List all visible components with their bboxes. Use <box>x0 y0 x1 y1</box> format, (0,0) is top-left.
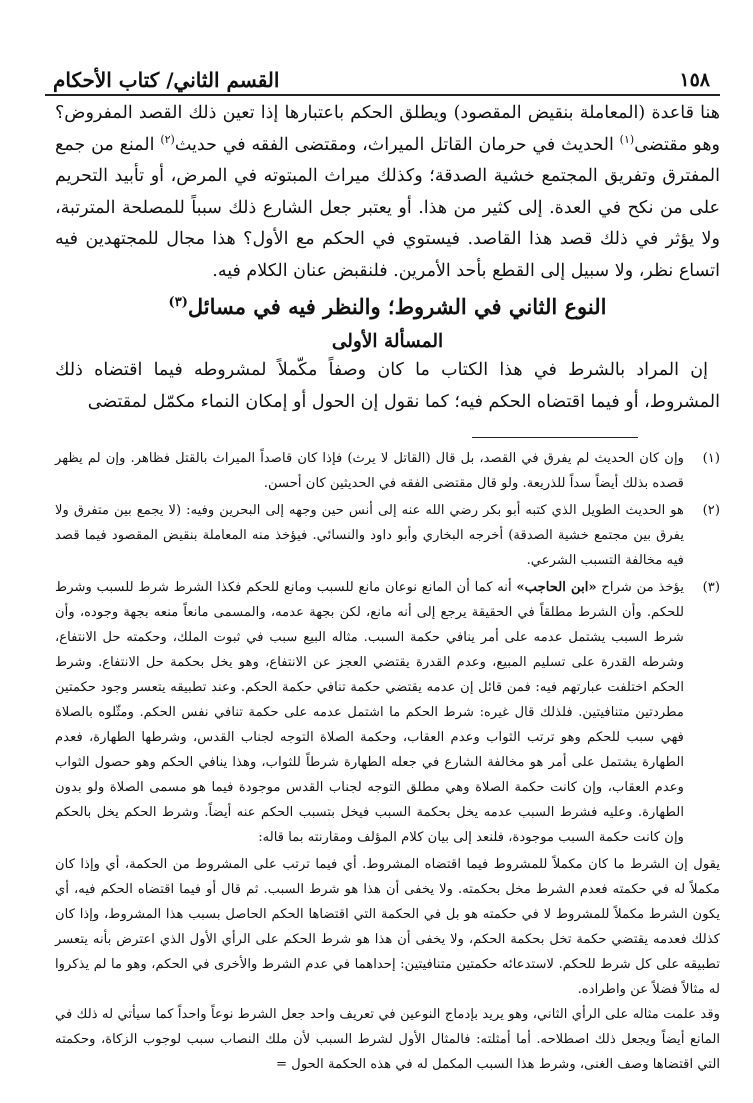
opening-paragraph <box>55 98 720 287</box>
footnotes-section <box>55 446 720 1077</box>
chapter-heading <box>55 292 720 322</box>
page-number: ١٥٨ <box>679 69 710 91</box>
cited-author: «ابن الحاجب» <box>516 580 597 595</box>
issue-text <box>55 355 720 418</box>
footnote-separator <box>472 437 638 438</box>
running-section-title: القسم الثاني/ كتاب الأحكام <box>53 68 280 92</box>
footnote-text <box>55 575 684 850</box>
footnote-3-continuation-1: يقول إن الشرط ما كان مكملاً للمشروط فيما اقتضاه المشروط. أي فيما ترتب على المشروط من الحكمة، أي وإذا كان مكملاً له في حكمته فعدم الشرط مخل بحكمته. ولا يخفى أن هذا هو شرط السبب. ثم قال أو فيما اقتضاه الحكم فيه، أي يكون الشرط مكملاً للمشروط لا في حكمته هو بل في الحكمة التي اقتضاها الحكم الحاصل بسبب هذا المشروط، وإذا كان كذلك فعدمه يقتضي حكمة تخل بحكمة الحكم، ولا يخفى أن هذا هو شرط الحكم على الرأي الأول الذي اعترض بأنه يتعسر تطبيقه على كل شرط للحكم. لاستدعائه حكمتين متنافيتين: إحداهما في عدم الشرط والأخرى في الحكم، وهو ما لم يذكروا له مثالاً فضلاً عن واطراده. <box>55 857 720 997</box>
header-rule <box>45 94 720 96</box>
footnote-1 <box>55 446 720 496</box>
paragraph-text: المنع من جمع المفترق وتفريق المجتمع خشية الصدقة؛ وكذلك ميراث المبتوته في المرض، أو تأبيد التحريم على من نكح في العدة. إلى كثير من هذا. أو يعتبر جعل الشارع ذلك سبباً للمصلحة المترتبة، ولا يؤثر في ذلك قصد هذا القاصد. فيستوي في الحكم مع الأول؟ هذا مجال للمجتهدين فيه اتساع نظر، ولا سبيل إلى القطع بأحد الأمرين. فلنقبض عنان الكلام فيه. <box>55 134 720 281</box>
footnote-text-part: يؤخذ من شراح <box>596 580 684 595</box>
footnote-3-continuation-2: وقد علمت مثاله على الرأي الثاني، وهو يريد بإدماج النوعين في تعريف واحد جعل الشرط نوعاً واحداً كما سيأتي له ذلك في المانع أيضاً ويجعل ذلك اصطلاحه. أما أمثلته: فالمثال الأول لشرط السبب لأن ملك النصاب سبب لوجوب الزكاة، وحكمته التي اقتضاها وصف الغنى، وشرط هذا السبب المكمل له في هذه الحكمة الحول = <box>55 1007 720 1072</box>
paragraph-text: الحديث في حرمان القاتل الميراث، ومقتضى الفقه في حديث <box>174 134 620 155</box>
paragraph-text: هنا قاعدة (المعاملة بنقيض المقصود) ويطلق الحكم باعتبارها إذا تعين ذلك القصد المفروض؟ وهو مقتضى <box>55 103 720 155</box>
footnote-text-part: أنه كما أن المانع نوعان مانع للسبب ومانع للحكم فكذا الشرط شرط للسبب وشرط للحكم. وأن الشرط مطلقاً في الحقيقة يرجع إلى أنه مانع، لكن بجهة عدمه، والمسمى مانعاً منعه بجهة وجوده، وأن شرط السبب يشتمل عدمه على أمر ينافي حكمة السبب. مثاله البيع سبب في ثبوت الملك، وحكمته حل الانتفاع، وشرطه القدرة على تسليم المبيع، وعدم القدرة يقتضي العجز عن الانتفاع، وهو يخل بحكمة حل الانتفاع. وشرط الحكم اختلفت عبارتهم فيه: فمن قائل إن عدمه يقتضي حكمة تنافي حكمة الحكم. وعند تطبيقه يتعسر وجود حكمتين مطردتين متنافيتين. فلذلك قال غيره: شرط الحكم ما اشتمل عدمه على حكمة تنافي نفس الحكم. ومثّلوه بالصلاة فهي سبب للحكم وهو ترتب الثواب وعدم العقاب، وحكمة الصلاة التوجه لجناب القدس، وشرطها الطهارة، فعدم الطهارة يشتمل على أمر هو مخالفة الشارع في جعله الطهارة شرطاً للثواب، وهذا ينافي الحكم وهو حصول الثواب وعدم العقاب، وإن كانت حكمة الصلاة وهي مطلق التوجه لجناب القدس موجودة فيما هو مسمى الصلاة ولو بدون الطهارة. وعليه فشرط السبب عدمه يخل بحكمة السبب فيخل بتسبب الحكم عنه أيضاً. وشرط الحكم يخل بالحكم وإن كانت حكمة السبب موجودة، فلنعد إلى بيان كلام المؤلف ومقارنته بما قاله: <box>55 580 684 845</box>
main-text <box>55 98 720 287</box>
issue-paragraph: إن المراد بالشرط في هذا الكتاب ما كان وصفاً مكّملاً لمشروطه فيما اقتضاه ذلك المشروط، أو فيما اقتضاه الحكم فيه؛ كما نقول إن الحول أو إمكان النماء مكمّل لمقتضى <box>55 360 720 412</box>
footnote-reference-3[interactable]: (٣) <box>168 295 188 310</box>
footnote-3 <box>55 575 720 850</box>
footnote-number: (٢) <box>702 503 720 518</box>
issue-heading: المسألة الأولى <box>331 331 444 352</box>
running-header <box>45 62 720 92</box>
footnote-reference-2[interactable]: (٢) <box>160 132 175 146</box>
footnote-text: هو الحديث الطويل الذي كتبه أبو بكر رضي الله عنه إلى أنس حين وجهه إلى البحرين وفيه: (لا يجمع بين متفرق ولا يفرق بين مجتمع خشية الصدقة) أخرجه البخاري وأبو داود والنسائي. فيؤخذ منه المعاملة بنقيض المقصود فيما قصد فيه مخالفة التسبب الشرعي. <box>55 503 684 568</box>
footnote-text: وإن كان الحديث لم يفرق في القصد، بل قال (القاتل لا يرث) فإذا كان قاصداً الميراث بالقتل فظاهر. وإن لم يظهر قصده بذلك أيضاً سداً للذريعة. ولو قال مقتضى الفقه في الحديثين كان أحسن. <box>55 451 684 491</box>
footnote-reference-1[interactable]: (١) <box>619 132 635 146</box>
chapter-heading-text: النوع الثاني في الشروط؛ والنظر فيه في مسائل <box>187 294 607 319</box>
footnote-2 <box>55 498 720 573</box>
footnote-number: (١) <box>702 451 720 466</box>
footnote-number: (٣) <box>702 580 720 595</box>
